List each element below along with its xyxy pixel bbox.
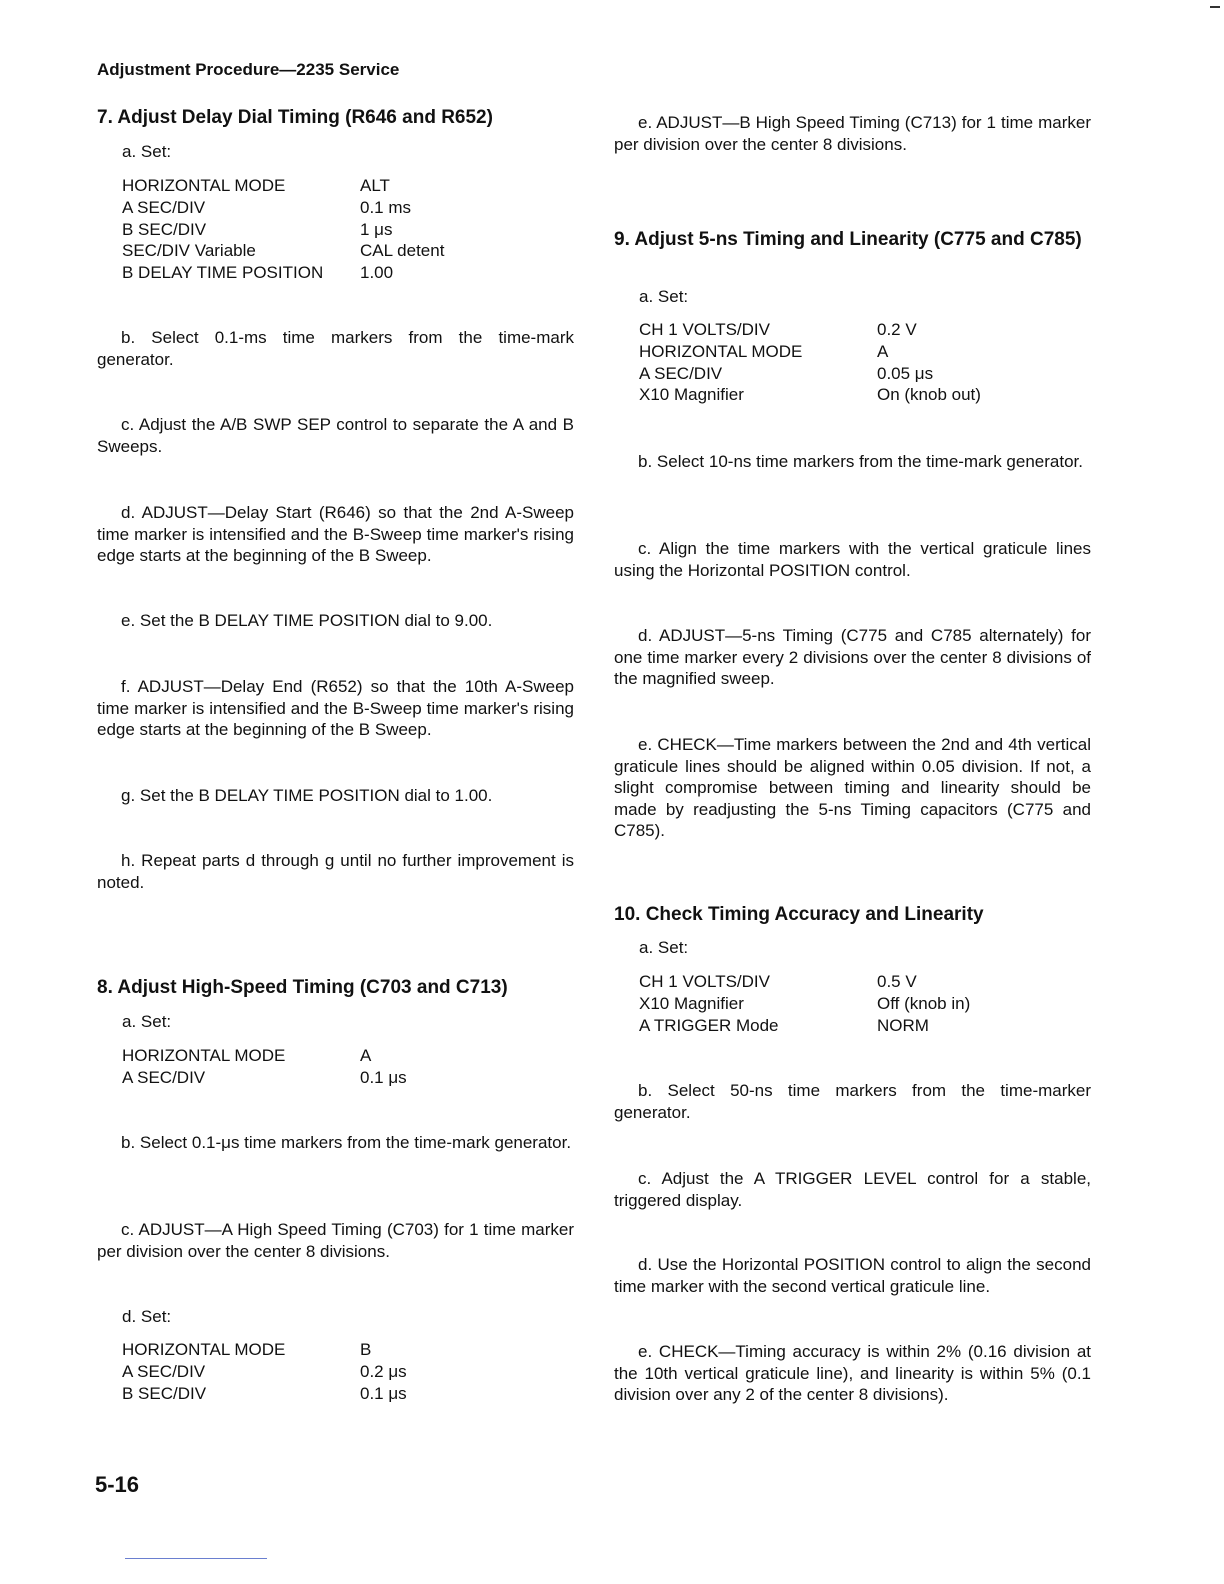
settings-row: A SEC/DIV 0.1 ms	[122, 197, 412, 217]
settings-row: B DELAY TIME POSITION 1.00	[122, 263, 394, 283]
section-10-settings-table	[614, 971, 1116, 1036]
section-7-title: 7. Adjust Delay Dial Timing (R646 and R652)	[97, 107, 493, 128]
page-number: 5-16	[95, 1472, 140, 1497]
section-10-step-d: d. Use the Horizontal POSITION control to align the second time marker with the second vertical graticule line.	[614, 1255, 1091, 1296]
section-7-step-e: e. Set the B DELAY TIME POSITION dial to 9.00.	[121, 611, 493, 630]
section-8-settings-table-a	[97, 1045, 599, 1089]
edge-mark	[1210, 6, 1220, 8]
section-8-step-e: e. ADJUST—B High Speed Timing (C713) for 1 time marker per division over the center 8 divisions.	[614, 113, 1091, 154]
section-10-title: 10. Check Timing Accuracy and Linearity	[614, 904, 984, 925]
footer-rule	[125, 1558, 267, 1559]
running-header: Adjustment Procedure—2235 Service	[97, 60, 400, 79]
section-8-step-c: c. ADJUST—A High Speed Timing (C703) for 1 time marker per division over the center 8 divisions.	[97, 1220, 574, 1261]
section-10-step-a: a. Set:	[639, 938, 689, 957]
section-7-step-a: a. Set:	[122, 142, 172, 161]
section-10-step-e: e. CHECK—Timing accuracy is within 2% (0.16 division at the 10th vertical graticule line), and linearity is within 5% (0.1 division over any 2 of the center 8 divisions).	[614, 1342, 1091, 1404]
section-9-step-b: b. Select 10-ns time markers from the time-mark generator.	[638, 452, 1083, 471]
settings-row: SEC/DIV Variable CAL detent	[122, 241, 445, 261]
section-9-step-c: c. Align the time markers with the vertical graticule lines using the Horizontal POSITION control.	[614, 539, 1091, 580]
section-7-step-b: b. Select 0.1-ms time markers from the time-mark generator.	[97, 328, 574, 369]
settings-row: HORIZONTAL MODE ALT	[122, 176, 390, 195]
section-7-step-f: f. ADJUST—Delay End (R652) so that the 10th A-Sweep time marker is intensified and the B-Sweep time marker's rising edge starts at the beginning of the B Sweep.	[97, 677, 574, 739]
settings-row: HORIZONTAL MODE A	[639, 341, 889, 361]
settings-row: A SEC/DIV 0.05 μs	[639, 363, 934, 383]
settings-row: A SEC/DIV 0.2 μs	[122, 1361, 407, 1381]
section-7-step-g: g. Set the B DELAY TIME POSITION dial to 1.00.	[121, 786, 493, 805]
settings-row: A TRIGGER Mode NORM	[639, 1015, 929, 1035]
section-9-step-e: e. CHECK—Time markers between the 2nd and 4th vertical graticule lines should be aligned within 0.05 division. If not, a slight compromise between timing and linearity should be made by readjusting the 5-ns Timing capacitors (C775 and C785).	[614, 735, 1091, 840]
settings-row: HORIZONTAL MODE B	[122, 1340, 372, 1359]
section-8-step-d: d. Set:	[122, 1307, 172, 1326]
section-9-settings-table	[614, 319, 1116, 406]
settings-row: X10 Magnifier Off (knob in)	[639, 993, 971, 1013]
section-7-step-h: h. Repeat parts d through g until no further improvement is noted.	[97, 851, 574, 892]
section-8-settings-table-d	[97, 1339, 599, 1404]
section-7-step-d: d. ADJUST—Delay Start (R646) so that the 2nd A-Sweep time marker is intensified and the B-Sweep time marker's rising edge starts at the beginning of the B Sweep.	[97, 503, 574, 565]
settings-row: B SEC/DIV 1 μs	[122, 219, 393, 239]
section-10-step-b: b. Select 50-ns time markers from the time-marker generator.	[614, 1081, 1091, 1122]
settings-row: CH 1 VOLTS/DIV 0.2 V	[639, 320, 917, 339]
settings-row: X10 Magnifier On (knob out)	[639, 385, 981, 405]
settings-row: A SEC/DIV 0.1 μs	[122, 1067, 407, 1087]
settings-row: B SEC/DIV 0.1 μs	[122, 1383, 407, 1403]
section-8-step-b: b. Select 0.1-μs time markers from the time-mark generator.	[121, 1133, 572, 1152]
section-8-title: 8. Adjust High-Speed Timing (C703 and C713)	[97, 977, 508, 998]
section-10-step-c: c. Adjust the A TRIGGER LEVEL control for a stable, triggered display.	[614, 1169, 1091, 1210]
section-7-settings-table	[97, 175, 599, 284]
settings-row: CH 1 VOLTS/DIV 0.5 V	[639, 972, 917, 991]
section-8-step-a: a. Set:	[122, 1012, 172, 1031]
section-9-title: 9. Adjust 5-ns Timing and Linearity (C775 and C785)	[614, 229, 1082, 250]
section-9-step-d: d. ADJUST—5-ns Timing (C775 and C785 alternately) for one time marker every 2 divisions over the center 8 divisions of the magnified sweep.	[614, 626, 1091, 688]
section-9-step-a: a. Set:	[639, 287, 689, 306]
settings-row: HORIZONTAL MODE A	[122, 1046, 372, 1065]
section-7-step-c: c. Adjust the A/B SWP SEP control to separate the A and B Sweeps.	[97, 415, 574, 456]
